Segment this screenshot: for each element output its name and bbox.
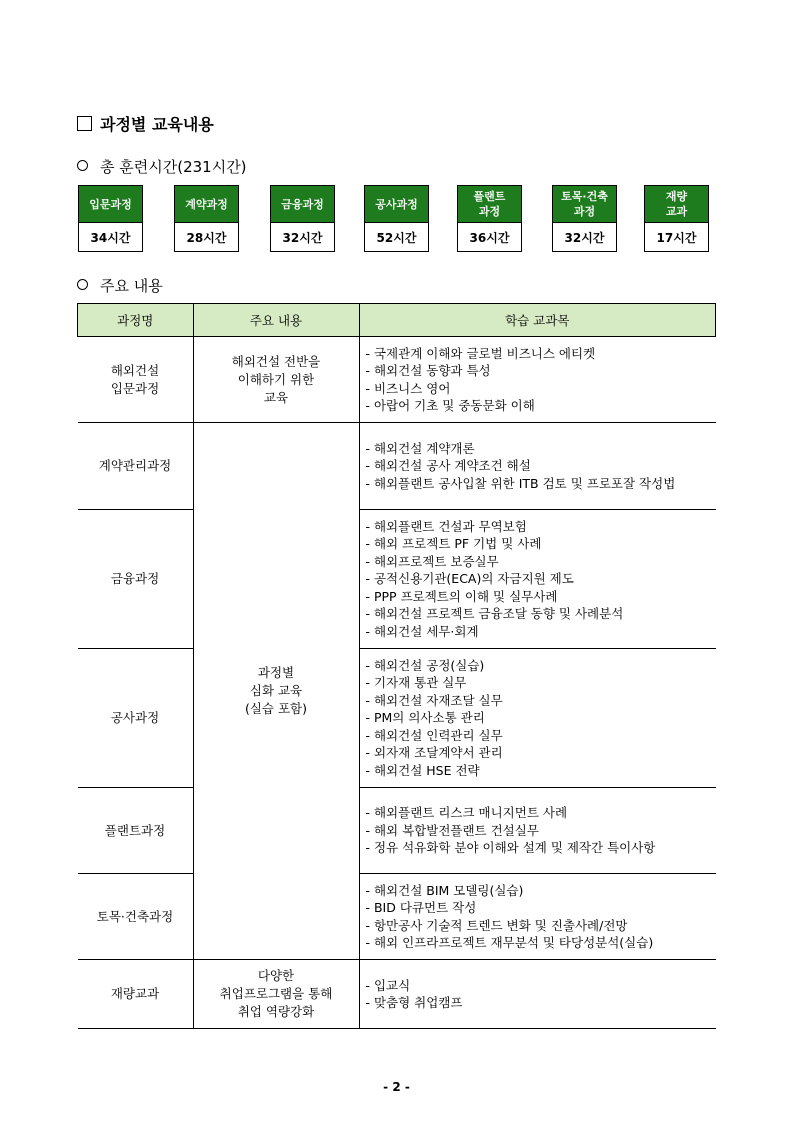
subject-item: - 공적신용기관(ECA)의 자금지원 제도 [365,571,574,587]
subjects-cell [359,337,716,423]
subject-item: - 해외건설 공정(실습) [365,657,485,673]
subheading-total-hours [77,156,247,177]
table-row [78,423,716,510]
subject-item: - 입교식 [365,977,411,993]
subject-item: - BID 다큐먼트 작성 [365,900,477,915]
course-hours: 28시간 [175,222,238,251]
table-row [78,874,716,960]
subject-item: - 해외건설 공사 계약조건 해설 [365,458,531,474]
course-table [77,303,716,1029]
main-content-cell: 과정별 심화 교육 (실습 포함) [193,423,359,960]
circle-bullet-icon [77,279,88,290]
circle-bullet-icon [77,160,88,171]
subject-item: - 해외건설 계약개론 [365,440,475,456]
course-name: 플랜트 과정 [458,186,521,222]
course-name: 공사과정 [365,186,428,222]
main-content-cell: 해외건설 전반을 이해하기 위한 교육 [193,337,359,423]
subject-item: - 아랍어 기초 및 중동문화 이해 [365,398,535,413]
subjects-cell [359,788,716,874]
course-name: 금융과정 [271,186,334,222]
section-title: 과정별 교육내용 [100,115,214,134]
course-box [270,185,335,252]
subject-item: - 해외건설 세무·회계 [365,623,479,639]
subject-item: - 해외건설 인력관리 실무 [365,727,503,743]
subject-item: - 해외프로젝트 보증실무 [365,553,499,569]
table-row [78,649,716,788]
square-bullet-icon [77,116,92,131]
subject-item: - 해외건설 프로젝트 금융조달 동향 및 사례분석 [365,606,624,622]
subject-item: - 해외건설 HSE 전략 [365,762,480,778]
subject-item: - 기자재 통관 실무 [365,675,467,691]
course-name: 토목·건축 과정 [553,186,616,222]
course-name-cell: 공사과정 [78,649,194,788]
course-name-cell: 해외건설 입문과정 [78,337,194,423]
subject-item: - 해외 인프라프로젝트 재무분석 및 타당성분석(실습) [365,935,654,950]
course-hours: 36시간 [458,222,521,251]
subject-item: - 외자재 조달계약서 관리 [365,745,503,761]
subject-item: - 해외건설 자재조달 실무 [365,692,503,708]
subjects-cell [359,649,716,788]
subjects-cell [359,510,716,649]
subjects-cell [359,423,716,510]
course-box [174,185,239,252]
subject-item: - 해외 복합발전플랜트 건설실무 [365,822,539,838]
table-row [78,788,716,874]
subject-item: - 정유 석유화학 분야 이해와 설계 및 제작간 특이사항 [365,840,656,856]
course-box [78,185,143,252]
subjects-cell [359,874,716,960]
subject-item: - PM의 의사소통 관리 [365,710,485,726]
subject-item: - 해외건설 BIM 모델링(실습) [365,882,524,898]
subject-item: - 해외건설 동향과 특성 [365,363,491,378]
total-hours-text: 총 훈련시간(231시간) [100,158,247,176]
subject-item: - 국제관계 이해와 글로벌 비즈니스 에티켓 [365,345,596,361]
subject-item: - 맞춤형 취업캠프 [365,995,463,1010]
table-row [78,337,716,423]
subheading-main-content [77,275,163,296]
course-name: 입문과정 [79,186,142,222]
course-box [644,185,709,252]
main-content-cell: 다양한 취업프로그램을 통해 취업 역량강화 [193,960,359,1029]
subject-item: - 해외플랜트 리스크 매니지먼트 사례 [365,805,568,821]
course-name: 재량 교과 [645,186,708,222]
course-hours: 32시간 [271,222,334,251]
table-row [78,510,716,649]
header-subjects: 학습 교과목 [359,304,716,337]
course-name-cell: 재량교과 [78,960,194,1029]
subject-item: - 해외플랜트 공사입찰 위한 ITB 검토 및 프로포잘 작성법 [365,475,676,491]
course-box [552,185,617,252]
course-hours: 32시간 [553,222,616,251]
subjects-cell [359,960,716,1029]
subject-item: - 해외플랜트 건설과 무역보험 [365,518,527,534]
subject-item: - 비즈니스 영어 [365,380,451,396]
course-name-cell: 금융과정 [78,510,194,649]
header-course-name: 과정명 [78,304,194,337]
course-box [364,185,429,252]
course-name-cell: 토목·건축과정 [78,874,194,960]
course-box [457,185,522,252]
course-hours: 34시간 [79,222,142,251]
course-name-cell: 계약관리과정 [78,423,194,510]
page-number: - 2 - [383,1080,410,1094]
section-heading [77,112,214,135]
subject-item: - 항만공사 기술적 트렌드 변화 및 진출사례/전망 [365,917,628,933]
subject-item: - PPP 프로젝트의 이해 및 실무사례 [365,588,558,604]
course-name: 계약과정 [175,186,238,222]
header-main-content: 주요 내용 [193,304,359,337]
table-header-row [78,304,716,337]
course-hours: 17시간 [645,222,708,251]
main-content-text: 주요 내용 [100,277,163,295]
table-row [78,960,716,1029]
course-hours: 52시간 [365,222,428,251]
subject-item: - 해외 프로젝트 PF 기법 및 사례 [365,536,542,552]
course-name-cell: 플랜트과정 [78,788,194,874]
